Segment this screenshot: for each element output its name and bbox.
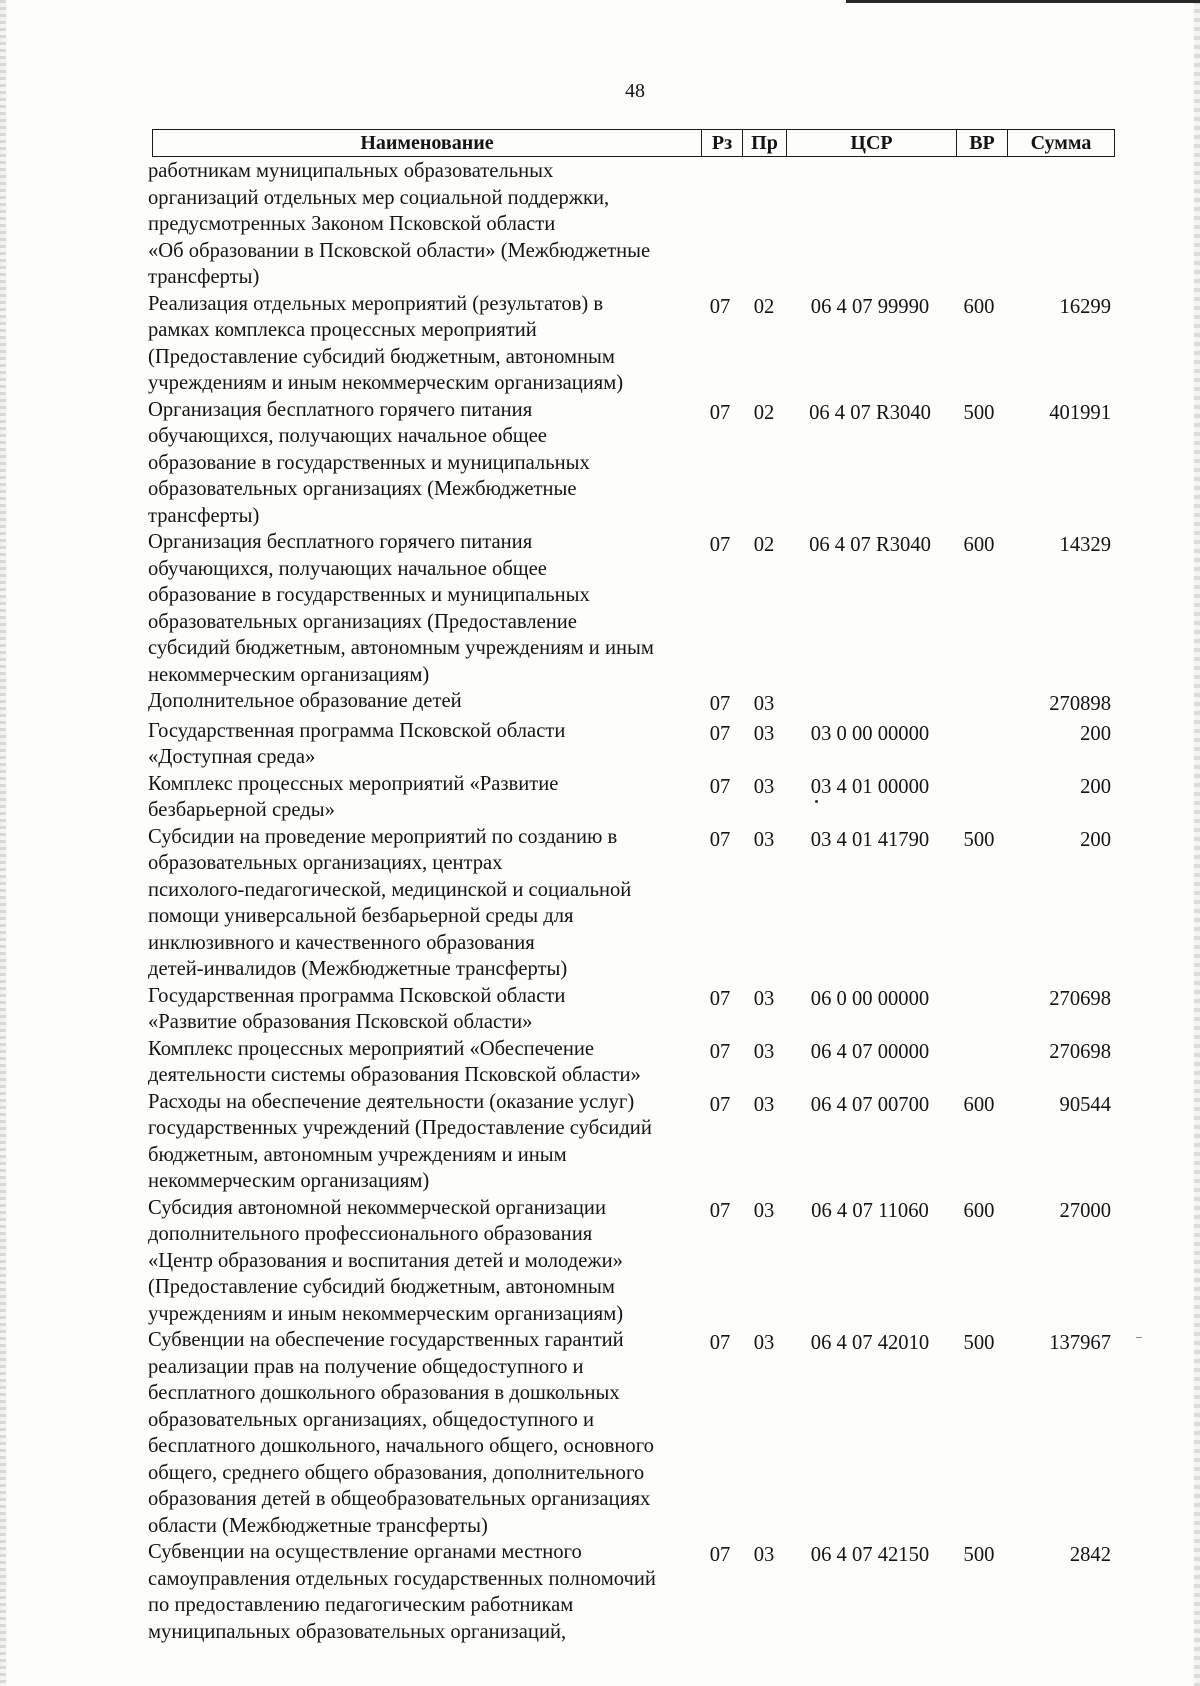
row-name [148, 1036, 698, 1089]
table-row [148, 158, 1115, 291]
row-name-line: Субсидия автономной некоммерческой организации [148, 1196, 606, 1219]
row-name [148, 291, 698, 397]
row-rz: 07 [709, 722, 731, 745]
row-sum: 137967 [1049, 1332, 1111, 1354]
row-pr: 03 [753, 1199, 775, 1222]
row-csr: 06 4 07 99990 [810, 295, 930, 318]
header-csr: ЦСР [787, 129, 957, 157]
row-name-line: «Развитие образования Псковской области» [148, 1011, 533, 1033]
row-name-line: (Предоставление субсидий бюджетным, автономным [148, 1276, 615, 1298]
row-csr: 06 4 07 00000 [810, 1040, 930, 1063]
row-name-line: предусмотренных Законом Псковской области [148, 213, 556, 235]
row-vr: 600 [963, 1093, 995, 1116]
row-name-line: учреждениям и иным некоммерческим организациям) [148, 1302, 624, 1325]
row-sum: 27000 [1059, 1199, 1111, 1222]
row-name-line: бесплатного дошкольного, начального общего, основного [148, 1435, 654, 1457]
table-row [148, 824, 1115, 983]
row-name-line: трансферты) [148, 266, 260, 288]
row-name [148, 983, 698, 1036]
row-rz: 07 [709, 1544, 731, 1566]
row-csr: 06 4 07 42010 [810, 1332, 930, 1354]
scan-edge-left [0, 0, 6, 1686]
row-name-line: Субсидии на проведение мероприятий по созданию в [148, 825, 618, 848]
row-name [148, 1089, 698, 1195]
row-vr [954, 1036, 1004, 1039]
row-name-line: Комплекс процессных мероприятий «Обеспечение [148, 1037, 595, 1060]
row-csr [786, 158, 954, 161]
row-name-line: инклюзивного и качественного образования [148, 931, 535, 954]
row-pr: 03 [753, 987, 775, 1010]
row-csr: 06 4 07 11060 [811, 1199, 929, 1222]
row-name-line: «Об образовании в Псковской области» (Межбюджетные [148, 239, 651, 262]
row-rz: 07 [709, 534, 731, 556]
row-rz: 07 [709, 1040, 731, 1063]
row-name [148, 529, 698, 688]
row-rz: 07 [709, 295, 731, 318]
row-sum: 270698 [1049, 987, 1111, 1010]
header-name: Наименование [152, 129, 702, 157]
row-name [148, 771, 698, 824]
row-name-line: учреждениям и иным некоммерческим организациям) [148, 372, 624, 394]
scan-mark [1136, 1337, 1142, 1338]
row-sum: 2842 [1069, 1544, 1111, 1566]
table-row [148, 1539, 1115, 1645]
row-vr: 500 [963, 828, 995, 851]
row-name-line: деятельности системы образования Псковской области» [148, 1064, 641, 1086]
row-pr: 03 [753, 1332, 775, 1354]
row-name-line: самоуправления отдельных государственных полномочий [148, 1567, 656, 1590]
row-name-line: образование в государственных и муниципальных [148, 584, 590, 606]
row-name-line: Комплекс процессных мероприятий «Развитие [148, 772, 559, 795]
table-row [148, 1327, 1115, 1539]
row-name [148, 1539, 698, 1645]
row-name-line: образовательных организациях (Межбюджетные [148, 478, 577, 500]
table-row [148, 1089, 1115, 1195]
row-name-line: образовательных организациях (Предоставление [148, 610, 577, 633]
row-rz: 07 [709, 401, 731, 424]
row-pr: 03 [753, 1093, 775, 1116]
row-name-line: «Центр образования и воспитания детей и молодежи» [148, 1249, 623, 1272]
row-name-line: Реализация отдельных мероприятий (результатов) в [148, 292, 604, 315]
row-vr [954, 718, 1004, 721]
row-name-line: Дополнительное образование детей [148, 690, 462, 712]
row-name-line: муниципальных образовательных организаций, [148, 1620, 567, 1643]
row-name-line: трансферты) [148, 504, 260, 527]
table-row [148, 718, 1115, 771]
row-vr: 500 [963, 1544, 995, 1566]
row-name-line: помощи универсальной безбарьерной среды для [148, 905, 574, 927]
row-name-line: Организация бесплатного горячего питания [148, 531, 533, 553]
row-name [148, 158, 698, 291]
page-number: 48 [625, 80, 645, 102]
row-name-line: Организация бесплатного горячего питания [148, 398, 533, 421]
row-sum [1004, 158, 1115, 161]
row-sum: 200 [1080, 775, 1111, 798]
row-csr: 06 4 07 00700 [810, 1093, 930, 1116]
row-name-line: обучающихся, получающих начальное общее [148, 557, 547, 580]
row-name-line: государственных учреждений (Предоставление субсидий [148, 1117, 652, 1139]
row-name [148, 1327, 698, 1539]
row-csr: 06 4 07 R3040 [809, 534, 931, 556]
row-csr [786, 688, 954, 691]
row-vr [954, 688, 1004, 691]
row-name-line: «Доступная среда» [148, 746, 316, 768]
budget-table-body [148, 158, 1115, 1645]
header-sum: Сумма [1008, 129, 1115, 157]
table-row [148, 397, 1115, 530]
row-name-line: Государственная программа Псковской области [148, 984, 566, 1007]
row-csr: 03 0 00 00000 [810, 722, 930, 745]
row-pr: 03 [753, 722, 775, 745]
row-vr [954, 158, 1004, 161]
row-name-line: детей-инвалидов (Межбюджетные трансферты) [148, 958, 568, 980]
row-vr: 600 [963, 295, 995, 318]
row-vr: 600 [963, 1199, 995, 1222]
row-name-line: бесплатного дошкольного образования в дошкольных [148, 1382, 620, 1404]
row-pr [742, 158, 786, 161]
row-rz [698, 158, 742, 161]
row-rz: 07 [709, 987, 731, 1010]
row-csr: 06 4 07 R3040 [809, 401, 931, 424]
row-name [148, 1195, 698, 1328]
row-name-line: образовательных организациях, общедоступного и [148, 1408, 594, 1431]
table-row [148, 1195, 1115, 1328]
row-name [148, 718, 698, 771]
row-sum: 90544 [1059, 1093, 1111, 1116]
row-sum: 16299 [1059, 295, 1111, 318]
row-sum: 270898 [1049, 693, 1111, 715]
row-name [148, 688, 698, 715]
row-name-line: безбарьерной среды» [148, 799, 335, 821]
row-name-line: психолого-педагогической, медицинской и социальной [148, 878, 632, 901]
row-name-line: некоммерческим организациям) [148, 663, 430, 686]
row-sum: 14329 [1059, 534, 1111, 556]
table-row [148, 771, 1115, 824]
row-rz: 07 [709, 828, 731, 851]
row-sum: 200 [1080, 722, 1111, 745]
row-pr: 02 [753, 401, 775, 424]
row-rz: 07 [709, 1332, 731, 1354]
row-name-line: организаций отдельных мер социальной поддержки, [148, 186, 610, 209]
scan-edge-right [1194, 0, 1200, 1686]
row-name-line: по предоставлению педагогическим работникам [148, 1594, 574, 1616]
row-vr: 500 [963, 401, 995, 424]
header-rz: Рз [702, 129, 743, 157]
row-rz: 07 [709, 1093, 731, 1116]
table-header [152, 129, 1115, 157]
row-csr: 06 4 07 42150 [810, 1544, 930, 1566]
row-rz: 07 [709, 693, 731, 715]
header-vr: ВР [957, 129, 1008, 157]
row-sum: 401991 [1049, 401, 1111, 424]
row-vr: 600 [963, 534, 995, 556]
row-csr: 03 4 01 41790 [810, 828, 930, 851]
table-row [148, 688, 1115, 718]
row-name-line: работникам муниципальных образовательных [148, 160, 554, 182]
scan-top-rule [846, 0, 1200, 3]
row-name-line: (Предоставление субсидий бюджетным, автономным [148, 345, 615, 368]
scan-speck [815, 800, 818, 803]
row-name-line: области (Межбюджетные трансферты) [148, 1514, 488, 1537]
row-vr [954, 771, 1004, 774]
row-csr: 03 4 01 00000 [810, 775, 930, 798]
row-pr: 03 [753, 828, 775, 851]
row-rz: 07 [709, 1199, 731, 1222]
row-pr: 02 [753, 534, 775, 556]
row-name-line: дополнительного профессионального образования [148, 1223, 593, 1245]
row-pr: 02 [753, 295, 775, 318]
row-name-line: некоммерческим организациям) [148, 1170, 430, 1192]
row-sum: 200 [1080, 828, 1111, 851]
row-name-line: образование в государственных и муниципальных [148, 451, 590, 474]
row-name-line: реализации прав на получение общедоступного и [148, 1355, 584, 1378]
row-sum: 270698 [1049, 1040, 1111, 1063]
row-name-line: общего, среднего общего образования, дополнительного [148, 1461, 645, 1484]
row-name-line: рамках комплекса процессных мероприятий [148, 319, 537, 341]
row-name-line: образования детей в общеобразовательных организациях [148, 1488, 651, 1510]
row-pr: 03 [753, 1544, 775, 1566]
row-name-line: образовательных организациях, центрах [148, 852, 503, 874]
row-rz: 07 [709, 775, 731, 798]
row-name-line: Субвенции на осуществление органами местного [148, 1541, 582, 1563]
table-row [148, 291, 1115, 397]
table-row [148, 1036, 1115, 1089]
row-name-line: Государственная программа Псковской области [148, 719, 566, 742]
row-name-line: Расходы на обеспечение деятельности (оказание услуг) [148, 1090, 635, 1113]
row-name [148, 397, 698, 530]
header-pr: Пр [743, 129, 787, 157]
row-pr: 03 [753, 693, 775, 715]
row-name [148, 824, 698, 983]
row-pr: 03 [753, 775, 775, 798]
row-vr [954, 983, 1004, 986]
table-row [148, 529, 1115, 688]
table-row [148, 983, 1115, 1036]
row-name-line: субсидий бюджетным, автономным учреждениям и иным [148, 637, 654, 659]
row-name-line: обучающихся, получающих начальное общее [148, 425, 547, 447]
row-name-line: Субвенции на обеспечение государственных гарантий [148, 1329, 624, 1351]
row-csr: 06 0 00 00000 [810, 987, 930, 1010]
row-vr: 500 [963, 1332, 995, 1354]
row-pr: 03 [753, 1040, 775, 1063]
row-name-line: бюджетным, автономным учреждениям и иным [148, 1143, 567, 1166]
